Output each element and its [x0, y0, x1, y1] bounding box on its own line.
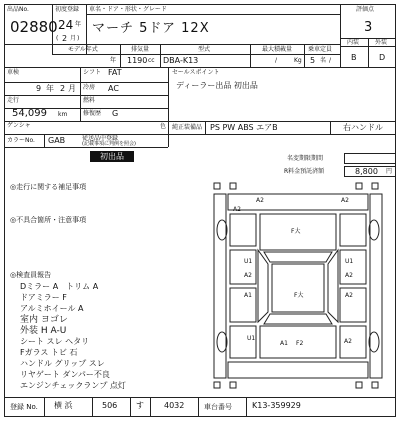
- displacement-unit: cc: [148, 57, 155, 64]
- divider: [205, 121, 206, 134]
- fuel-label: 燃料: [83, 97, 96, 104]
- divider: [4, 44, 340, 45]
- divider: [52, 54, 340, 55]
- chassis-label: 車台番号: [204, 403, 232, 411]
- car-name-label: 車名・ドア・形状・グレード: [89, 6, 167, 13]
- damage-mark: F大: [294, 292, 304, 299]
- capacity-label: 乗車定員: [308, 46, 333, 53]
- report-item: Fガラス トビ 石: [20, 348, 78, 357]
- damage-mark: A2: [256, 197, 264, 204]
- load-slash: /: [275, 57, 278, 64]
- divider: [150, 397, 151, 417]
- defect-notes-label: ◎不具合箇所・注意事項: [10, 216, 87, 224]
- divider: [250, 44, 251, 67]
- status-text: ゲンシャ: [7, 122, 31, 129]
- divider: [368, 38, 369, 67]
- divider: [246, 397, 247, 417]
- report-item: ドアミラー F: [20, 293, 67, 302]
- first-reg-month: 2: [62, 34, 68, 43]
- shift-label: シフト: [83, 69, 102, 76]
- handle-value: 右ハンドル: [343, 123, 383, 132]
- inspection-year: 9: [36, 84, 42, 93]
- mileage-label: 走行: [7, 97, 20, 104]
- divider: [304, 44, 305, 67]
- divider: [198, 397, 199, 417]
- type-value: DBA-K13: [163, 56, 199, 65]
- damage-mark: A1: [244, 292, 252, 299]
- equipment-label: 純正装備品: [172, 124, 203, 131]
- report-item: エンジンチェックランプ 点灯: [20, 381, 126, 390]
- divider: [168, 67, 169, 147]
- chassis-number: K13-359929: [252, 401, 301, 410]
- type-label: 型式: [198, 46, 211, 53]
- divider: [92, 397, 93, 417]
- tax-label: 名変期限期間: [287, 155, 324, 162]
- report-item: ハンドル グリップ スレ: [20, 359, 105, 368]
- divider: [160, 44, 161, 67]
- reg-kana: す: [136, 401, 144, 410]
- reg-number: 4032: [164, 401, 185, 410]
- color-label: カラーNo.: [7, 137, 35, 144]
- history-value: G: [112, 109, 119, 118]
- lot-label: 出品No.: [7, 6, 29, 13]
- color-value: GAB: [48, 136, 66, 145]
- report-item: シート スレ ヘタリ: [20, 337, 90, 346]
- run-notes-label: ◎走行に関する補足事項: [10, 183, 87, 191]
- ac-label: 冷房: [83, 84, 96, 91]
- prev-use-note: (記載事項に判例を照会): [82, 141, 136, 147]
- tax-value-box: [344, 153, 396, 164]
- divider: [44, 397, 45, 417]
- model-year-label: モデル年式: [68, 46, 98, 53]
- divider: [4, 147, 168, 148]
- capacity-value: 5: [310, 56, 316, 65]
- report-item: アルミホイール A: [20, 304, 84, 313]
- inspection-label: 車検: [7, 69, 20, 76]
- damage-mark: A2: [345, 292, 353, 299]
- divider: [80, 67, 81, 121]
- score-label: 評価点: [356, 6, 375, 13]
- report-item: 室内 ヨゴレ: [20, 315, 68, 325]
- reg-class: 506: [102, 401, 118, 410]
- damage-mark: U1: [247, 335, 256, 342]
- report-item: Dミラー A トリム A: [20, 282, 99, 291]
- damage-mark: A2: [244, 272, 252, 279]
- recycle-label: R料金預託済額: [284, 168, 325, 175]
- divider: [4, 397, 396, 398]
- lot-number: 02880: [10, 18, 58, 36]
- max-load-label: 最大積載量: [262, 46, 293, 53]
- divider: [4, 134, 396, 135]
- divider: [4, 67, 396, 68]
- divider: [340, 4, 341, 67]
- mileage-unit: km: [58, 111, 68, 118]
- divider: [120, 44, 121, 67]
- divider: [4, 82, 168, 83]
- ac-value: AC: [108, 84, 119, 93]
- report-item: リヤゲート ダンパー不良: [20, 370, 110, 379]
- score-value: 3: [364, 20, 373, 35]
- mileage-value: 54,099: [12, 108, 47, 119]
- damage-mark: F2: [296, 340, 304, 347]
- exterior-grade: D: [379, 53, 386, 62]
- report-item: 外装 H A-U: [20, 326, 67, 336]
- first-reg-year: 24: [58, 18, 74, 32]
- inspection-year-unit: 年: [46, 84, 54, 93]
- divider: [86, 14, 340, 15]
- damage-mark: A2: [341, 197, 349, 204]
- inspector-report-label: ◎検査員報告: [10, 271, 52, 279]
- divider: [4, 121, 396, 122]
- recycle-unit: 円: [386, 168, 393, 175]
- reg-label: 登録 No.: [10, 403, 38, 411]
- damage-mark: F大: [291, 228, 301, 235]
- damage-mark: U1: [244, 258, 253, 265]
- equipment-value: PS PW ABS エアB: [210, 123, 278, 132]
- reg-place: 横 浜: [54, 401, 73, 410]
- capacity-unit: 名: [320, 57, 327, 64]
- displacement-value: 1190: [127, 56, 148, 65]
- shift-value: FAT: [108, 68, 122, 77]
- interior-label: 内装: [347, 39, 360, 46]
- sale-points: ディーラー出品 初出品: [176, 81, 258, 90]
- car-name: マーチ 5ドア 12X: [92, 21, 210, 36]
- capacity-slash: /: [329, 57, 332, 64]
- damage-mark: A2: [233, 206, 241, 213]
- year-unit: 年: [75, 21, 82, 28]
- recycle-value: 8,800: [355, 167, 378, 176]
- prev-use-label: 従送品中登録: [82, 135, 119, 142]
- first-reg-label: 初度登録: [55, 6, 80, 13]
- inspection-month: 2: [60, 84, 66, 93]
- damage-mark: A1: [280, 340, 288, 347]
- exterior-label: 外装: [375, 39, 388, 46]
- color-name-label: 色: [160, 123, 167, 130]
- divider: [44, 134, 45, 147]
- displacement-label: 排気量: [131, 46, 150, 53]
- damage-mark: U1: [345, 258, 354, 265]
- inspection-month-unit: 月: [68, 84, 76, 93]
- model-year-unit: 年: [110, 57, 117, 64]
- first-listing-badge: 初出品: [90, 151, 134, 162]
- history-label: 修復歴: [83, 110, 102, 117]
- load-unit: Kg: [294, 57, 302, 64]
- divider: [130, 397, 131, 417]
- damage-mark: A2: [345, 272, 353, 279]
- divider: [4, 95, 168, 96]
- damage-mark: A2: [344, 338, 352, 345]
- month-unit: 月: [70, 35, 77, 42]
- sale-points-label: セールスポイント: [172, 69, 220, 76]
- divider: [330, 121, 331, 134]
- interior-grade: B: [351, 53, 357, 62]
